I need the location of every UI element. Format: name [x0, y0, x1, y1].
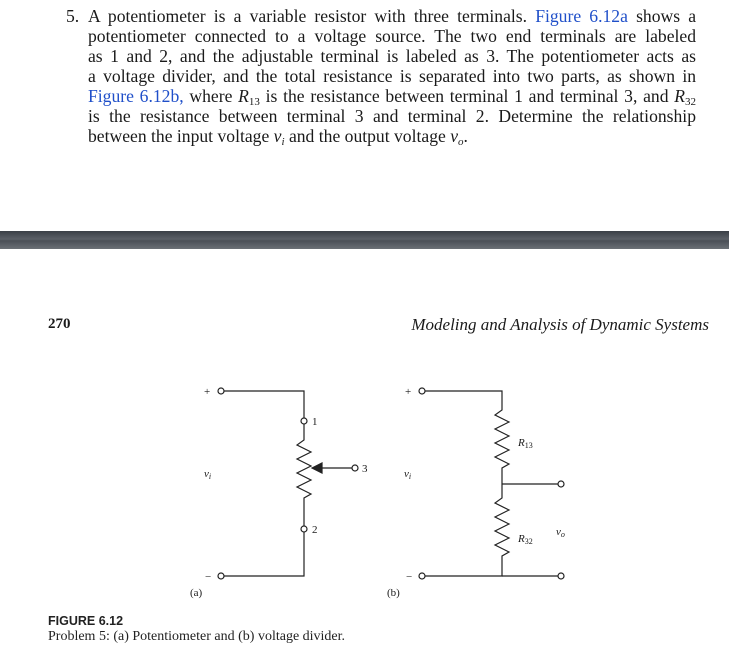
b-minus-terminal — [419, 573, 425, 579]
b-output-bottom-terminal — [558, 573, 564, 579]
b-vo-label: vo — [556, 526, 565, 539]
figure-6-12a-link[interactable]: Figure 6.12a — [535, 6, 628, 26]
b-subfigure-label: (b) — [387, 587, 400, 599]
a-bottom-wire — [224, 532, 304, 576]
a-terminal-2-label: 2 — [312, 524, 318, 536]
problem-line-2: potentiometer connected to a voltage source. The two end terminals are labeled — [88, 26, 696, 46]
a-terminal-3 — [352, 465, 358, 471]
b-vi-label: vi — [404, 468, 412, 481]
b-minus-label: − — [406, 571, 413, 583]
b-r32-label: R32 — [518, 533, 533, 546]
a-plus-label: + — [204, 386, 211, 398]
circuit-diagram — [0, 360, 729, 610]
b-divider-resistors — [425, 391, 509, 576]
a-minus-terminal — [218, 573, 224, 579]
figure-6-12 — [0, 360, 729, 610]
running-head: Modeling and Analysis of Dynamic Systems — [411, 315, 709, 334]
problem-line-3: as 1 and 2, and the adjustable terminal is labeled as 3. The potentiometer acts as — [88, 46, 696, 66]
a-plus-terminal — [218, 388, 224, 394]
problem-line-6: is the resistance between terminal 3 and terminal 2. Determine the relationship — [88, 106, 696, 126]
b-plus-label: + — [405, 386, 412, 398]
problem-line-4: a voltage divider, and the total resistance is separated into two parts, as shown in — [88, 66, 696, 86]
problem-line-5: Figure 6.12b, where $R_{13}$ is the resistance between terminal 1 and terminal 3, and $R_{32}$ — [88, 86, 697, 108]
a-vi-label: vi — [204, 468, 212, 481]
a-subfigure-label: (a) — [190, 587, 203, 599]
b-plus-terminal — [419, 388, 425, 394]
problem-number: 5. — [66, 6, 80, 26]
a-terminal-2 — [301, 526, 307, 532]
figure-caption: Problem 5: (a) Potentiometer and (b) voltage divider. — [48, 629, 346, 644]
figure-6-12b-link[interactable]: Figure 6.12b, — [88, 86, 184, 106]
page-number: 270 — [48, 316, 71, 332]
figure-label: FIGURE 6.12 — [48, 614, 124, 628]
a-terminal-1 — [301, 418, 307, 424]
page-divider — [0, 231, 729, 249]
a-top-wire — [224, 391, 304, 418]
problem-statement — [66, 6, 696, 146]
a-minus-label: − — [205, 571, 212, 583]
b-r13-label: R13 — [518, 437, 533, 450]
problem-line-1: A potentiometer is a variable resistor with three terminals. Figure 6.12a shows a — [88, 6, 697, 26]
b-output-top-terminal — [558, 481, 564, 487]
a-wiper-arrow — [312, 463, 322, 473]
a-potentiometer-resistor — [297, 424, 311, 526]
problem-line-7: between the input voltage $v_i$ and the output voltage $v_o$. — [88, 126, 468, 148]
a-terminal-3-label: 3 — [362, 463, 368, 475]
a-terminal-1-label: 1 — [312, 416, 318, 428]
